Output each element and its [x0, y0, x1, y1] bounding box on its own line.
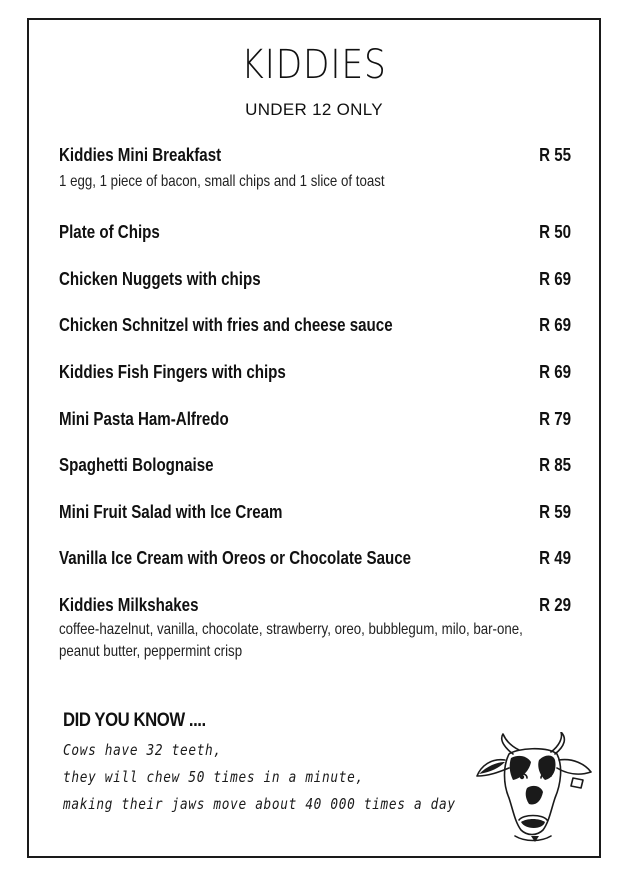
did-you-know-line: they will chew 50 times in a minute,	[63, 768, 364, 786]
menu-item-description: 1 egg, 1 piece of bacon, small chips and 1 slice of toast	[59, 173, 385, 190]
menu-item-name: Mini Pasta Ham-Alfredo	[59, 409, 229, 429]
menu-item-price: R 50	[539, 222, 571, 242]
menu-item-price: R 69	[539, 362, 571, 382]
menu-item-name: Chicken Nuggets with chips	[59, 269, 261, 289]
menu-item-price: R 69	[539, 269, 571, 289]
menu-item-description: coffee-hazelnut, vanilla, chocolate, strawberry, oreo, bubblegum, milo, bar-one,	[59, 621, 523, 638]
menu-item-name: Kiddies Mini Breakfast	[59, 145, 222, 165]
did-you-know-line: Cows have 32 teeth,	[63, 741, 222, 759]
menu-item-price: R 49	[539, 548, 571, 568]
menu-item-name: Kiddies Fish Fingers with chips	[59, 362, 286, 382]
menu-item-price: R 85	[539, 455, 571, 475]
menu-item-name: Vanilla Ice Cream with Oreos or Chocolate Sauce	[59, 548, 412, 568]
menu-item-name: Spaghetti Bolognaise	[59, 455, 214, 475]
cow-head-icon	[469, 732, 599, 844]
menu-frame	[27, 18, 601, 858]
menu-item-price: R 69	[539, 315, 571, 335]
menu-item-price: R 59	[539, 502, 571, 522]
menu-subtitle: UNDER 12 ONLY	[245, 100, 383, 119]
menu-item-name: Mini Fruit Salad with Ice Cream	[59, 502, 283, 522]
menu-item-price: R 29	[539, 595, 571, 615]
menu-item-description: peanut butter, peppermint crisp	[59, 643, 243, 660]
did-you-know-line: making their jaws move about 40 000 times a day	[63, 795, 456, 813]
menu-item-name: Kiddies Milkshakes	[59, 595, 199, 615]
menu-item-name: Chicken Schnitzel with fries and cheese sauce	[59, 315, 393, 335]
did-you-know-heading: DID YOU KNOW ....	[63, 710, 206, 731]
menu-item-price: R 55	[539, 145, 571, 165]
menu-item-name: Plate of Chips	[59, 222, 160, 242]
menu-item-price: R 79	[539, 409, 571, 429]
menu-title: KIDDIES	[241, 42, 387, 88]
